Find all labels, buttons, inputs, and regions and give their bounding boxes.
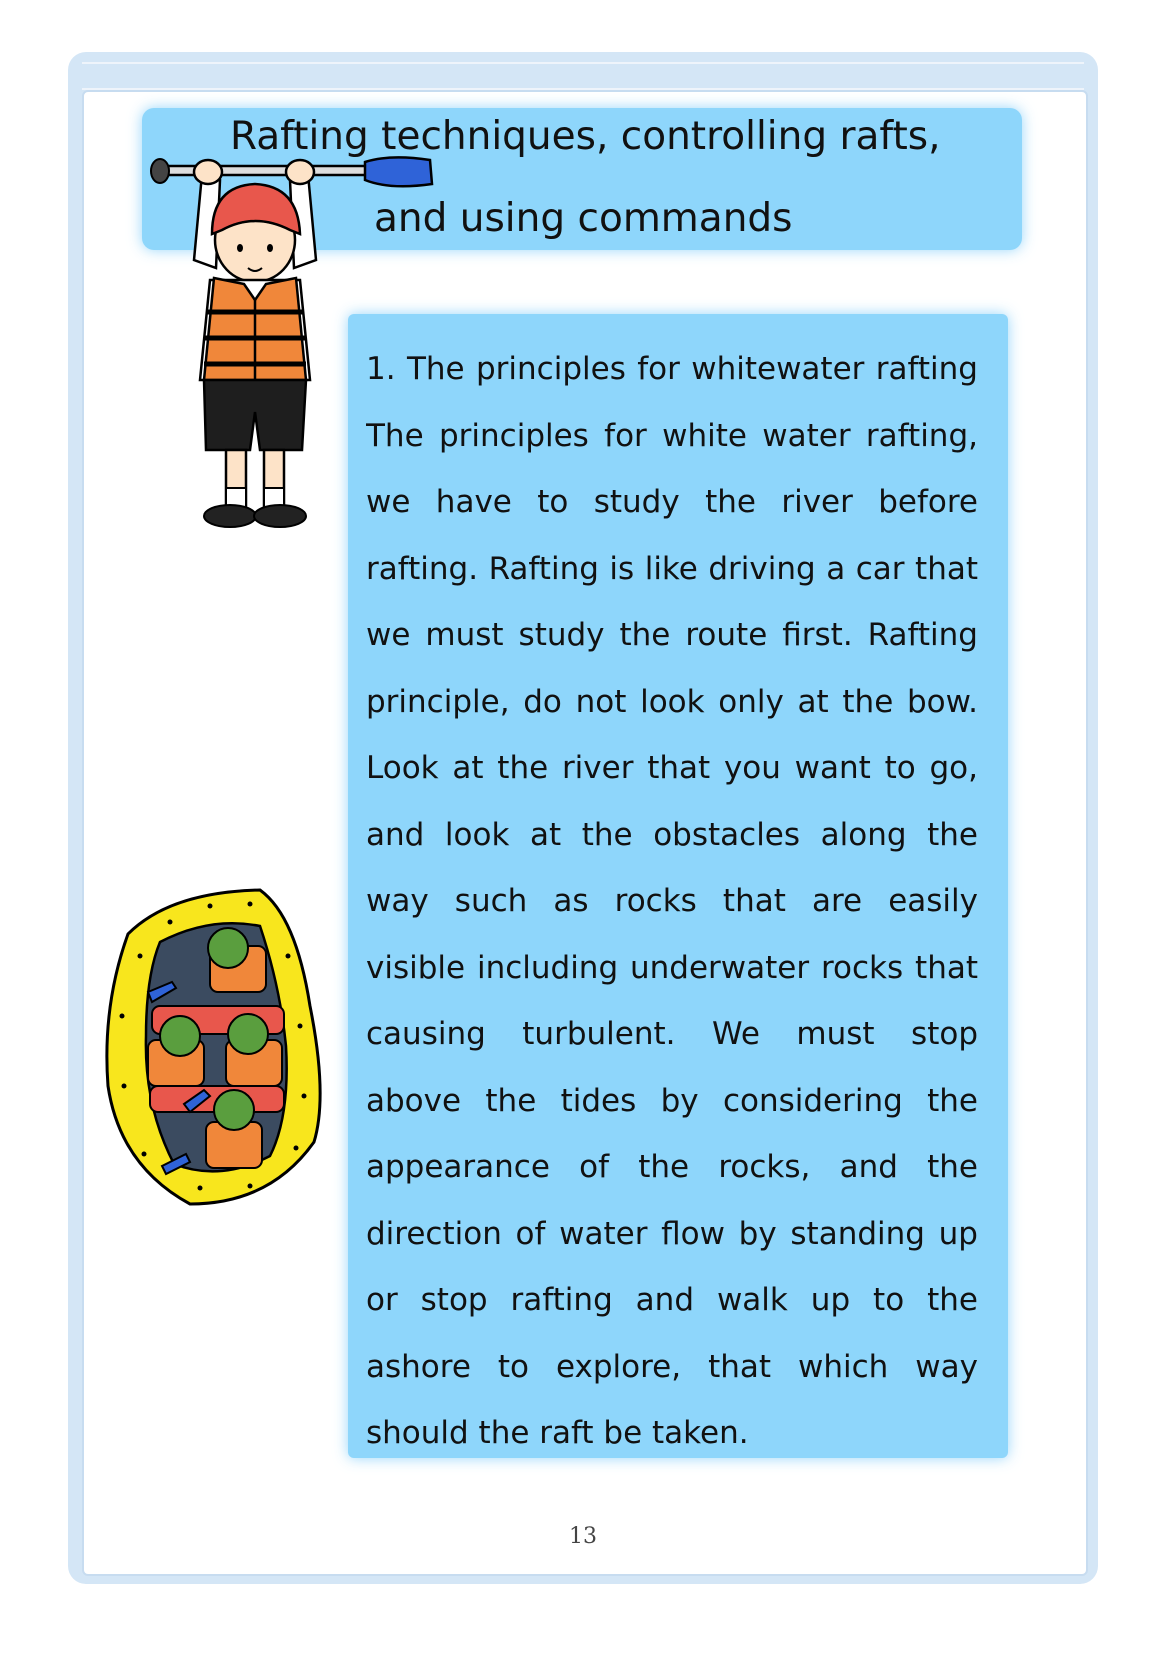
body-line: The principles for white water rafting, (366, 417, 978, 454)
body-line: principle, do not look only at the bow. (366, 683, 978, 720)
page-title-line-2: and using commands (374, 196, 793, 241)
body-line: we have to study the river before (366, 484, 978, 520)
raft-top-view-illustration (100, 886, 340, 1216)
body-line: should the raft be taken. (366, 1415, 749, 1451)
body-line: way such as rocks that are easily (366, 883, 978, 919)
body-line: direction of water flow by standing up (366, 1215, 978, 1252)
body-line: or stop rafting and walk up to the (366, 1282, 978, 1318)
body-line: we must study the route first. Rafting (366, 617, 978, 653)
body-line: rafting. Rafting is like driving a car that (366, 550, 978, 587)
body-line: causing turbulent. We must stop (366, 1016, 978, 1052)
body-line: above the tides by considering the (366, 1082, 978, 1119)
section-body (366, 336, 978, 1467)
page-number: 13 (569, 1524, 597, 1549)
body-line: visible including underwater rocks that (366, 949, 978, 986)
frame-top-lines (82, 62, 1084, 90)
page-title-line-1: Rafting techniques, controlling rafts, (230, 114, 941, 159)
section-heading: 1. The principles for whitewater rafting (366, 351, 978, 387)
body-line: ashore to explore, that which way (366, 1348, 978, 1385)
body-line: and look at the obstacles along the (366, 816, 978, 853)
body-line: appearance of the rocks, and the (366, 1149, 978, 1185)
body-line: Look at the river that you want to go, (366, 750, 978, 786)
